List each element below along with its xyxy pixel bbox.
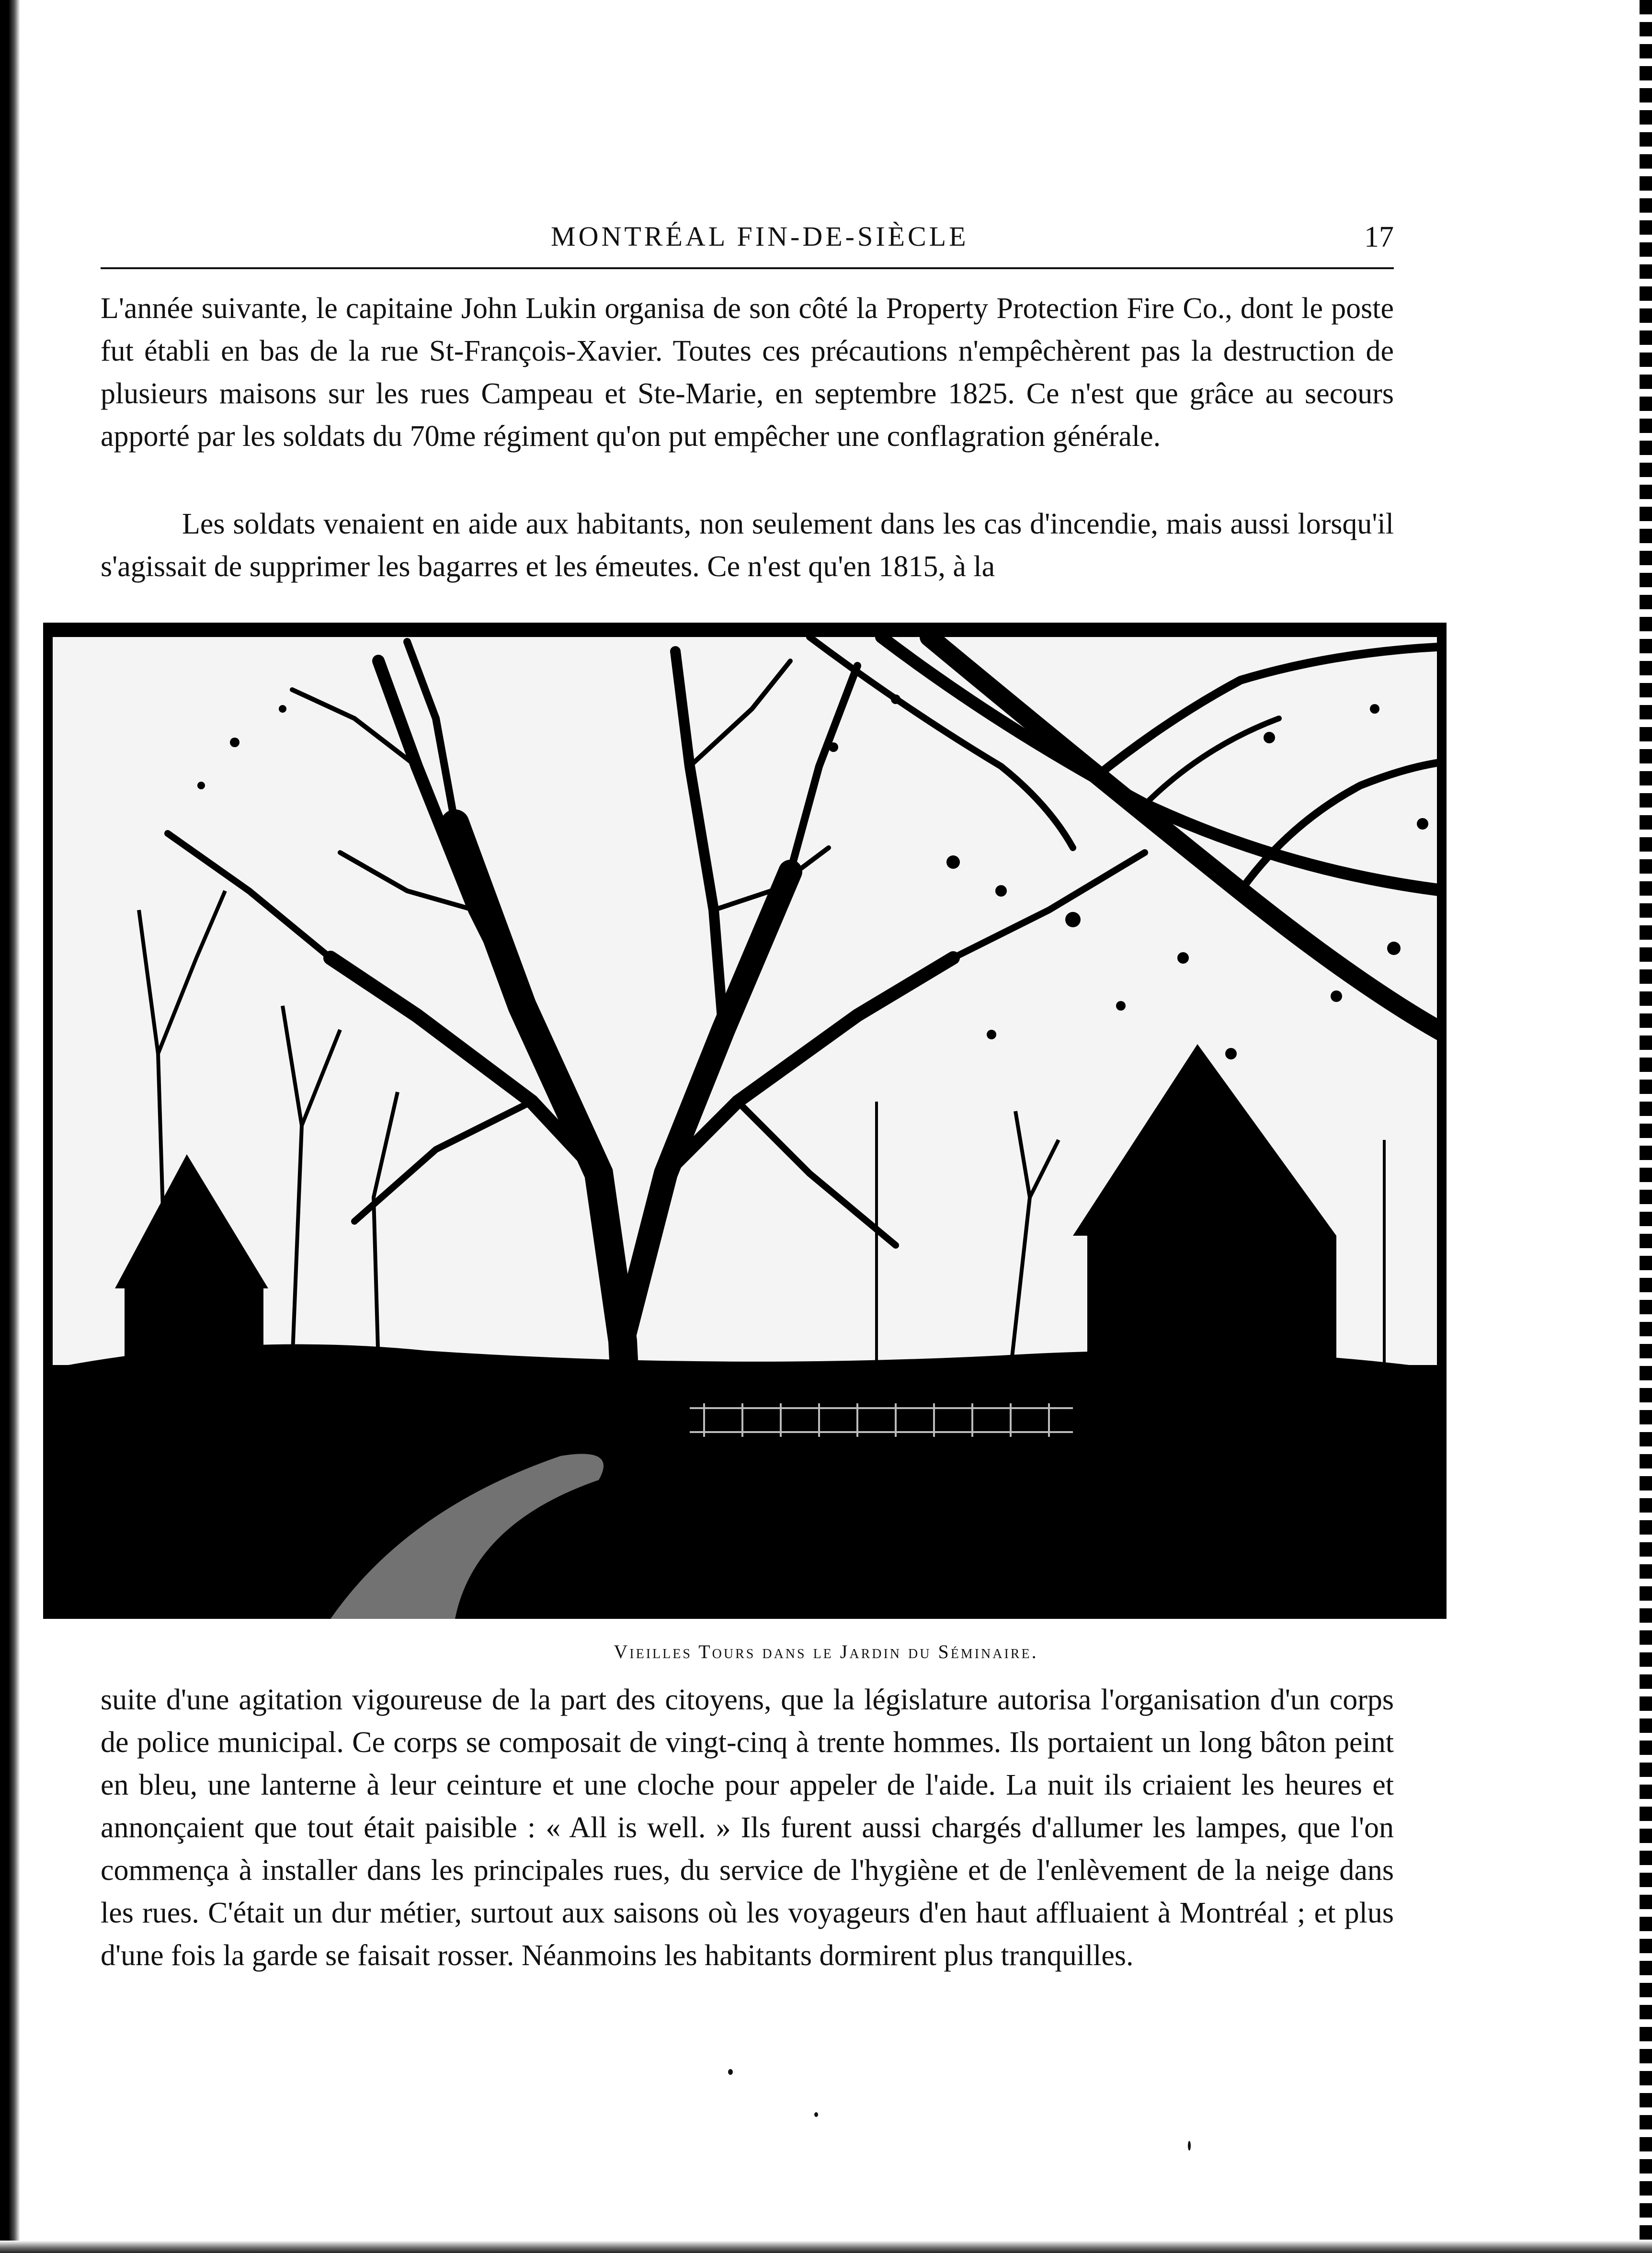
- scan-speck: [1188, 2141, 1191, 2151]
- paragraph-2: Les soldats venaient en aide aux habitants, non seulement dans les cas d'incendie, mais aussi lorsqu'il s'agissait de supprimer les bagarres et les émeutes. Ce n'est qu'en 1815, à la: [101, 508, 1394, 583]
- paragraph-3: suite d'une agitation vigoureuse de la part des citoyens, que la législature autorisa l'organisation d'un corps de police municipal. Ce corps se composait de vingt-cinq à trente hommes. Ils portaient un long bâton peint en bleu, une lanterne à leur ceinture et une cloche pour appeler de l'aide. La nuit ils criaient les heures et annonçaient que tout était paisible : « All is well. » Ils furent aussi chargés d'allumer les lampes, que l'on commença à installer dans les principales rues, du service de l'hygiène et de l'enlèvement de la neige dans les rues. C'était un dur métier, surtout aux saisons où les voyageurs d'en haut affluaient à Montréal ; et plus d'une fois la garde se faisait rosser. Néanmoins les habitants dormirent plus tranquilles.: [101, 1684, 1394, 1972]
- scan-speck: [814, 2112, 818, 2117]
- paragraph-1: L'année suivante, le capitaine John Lukin organisa de son côté la Property Protection Fire Co., dont le poste fut établi en bas de la rue St-François-Xavier. Toutes ces précautions n'empêchèrent pas la destruction de plusieurs maisons sur les rues Campeau et Ste-Marie, en septembre 1825. Ce n'est que grâce au secours apporté par les soldats du 70me régiment qu'on put empêcher une conflagration générale.: [101, 292, 1394, 453]
- running-head: [101, 211, 1394, 254]
- running-title: MONTRÉAL FIN-DE-SIÈCLE: [551, 221, 969, 252]
- scan-speck: [728, 2069, 733, 2075]
- scan-edge-bottom: [0, 2241, 1652, 2253]
- ground-silhouette: [43, 1344, 1447, 1619]
- scan-edge-right: [1640, 0, 1652, 2253]
- photograph-drawing: [43, 623, 1447, 1619]
- figure-caption: Vieilles Tours dans le Jardin du Séminaire.: [614, 1641, 1038, 1662]
- photograph-seminary-garden-towers: [43, 623, 1447, 1619]
- page-number: 17: [1364, 221, 1394, 253]
- header-rule: [101, 267, 1394, 269]
- scan-edge-left: [0, 0, 20, 2253]
